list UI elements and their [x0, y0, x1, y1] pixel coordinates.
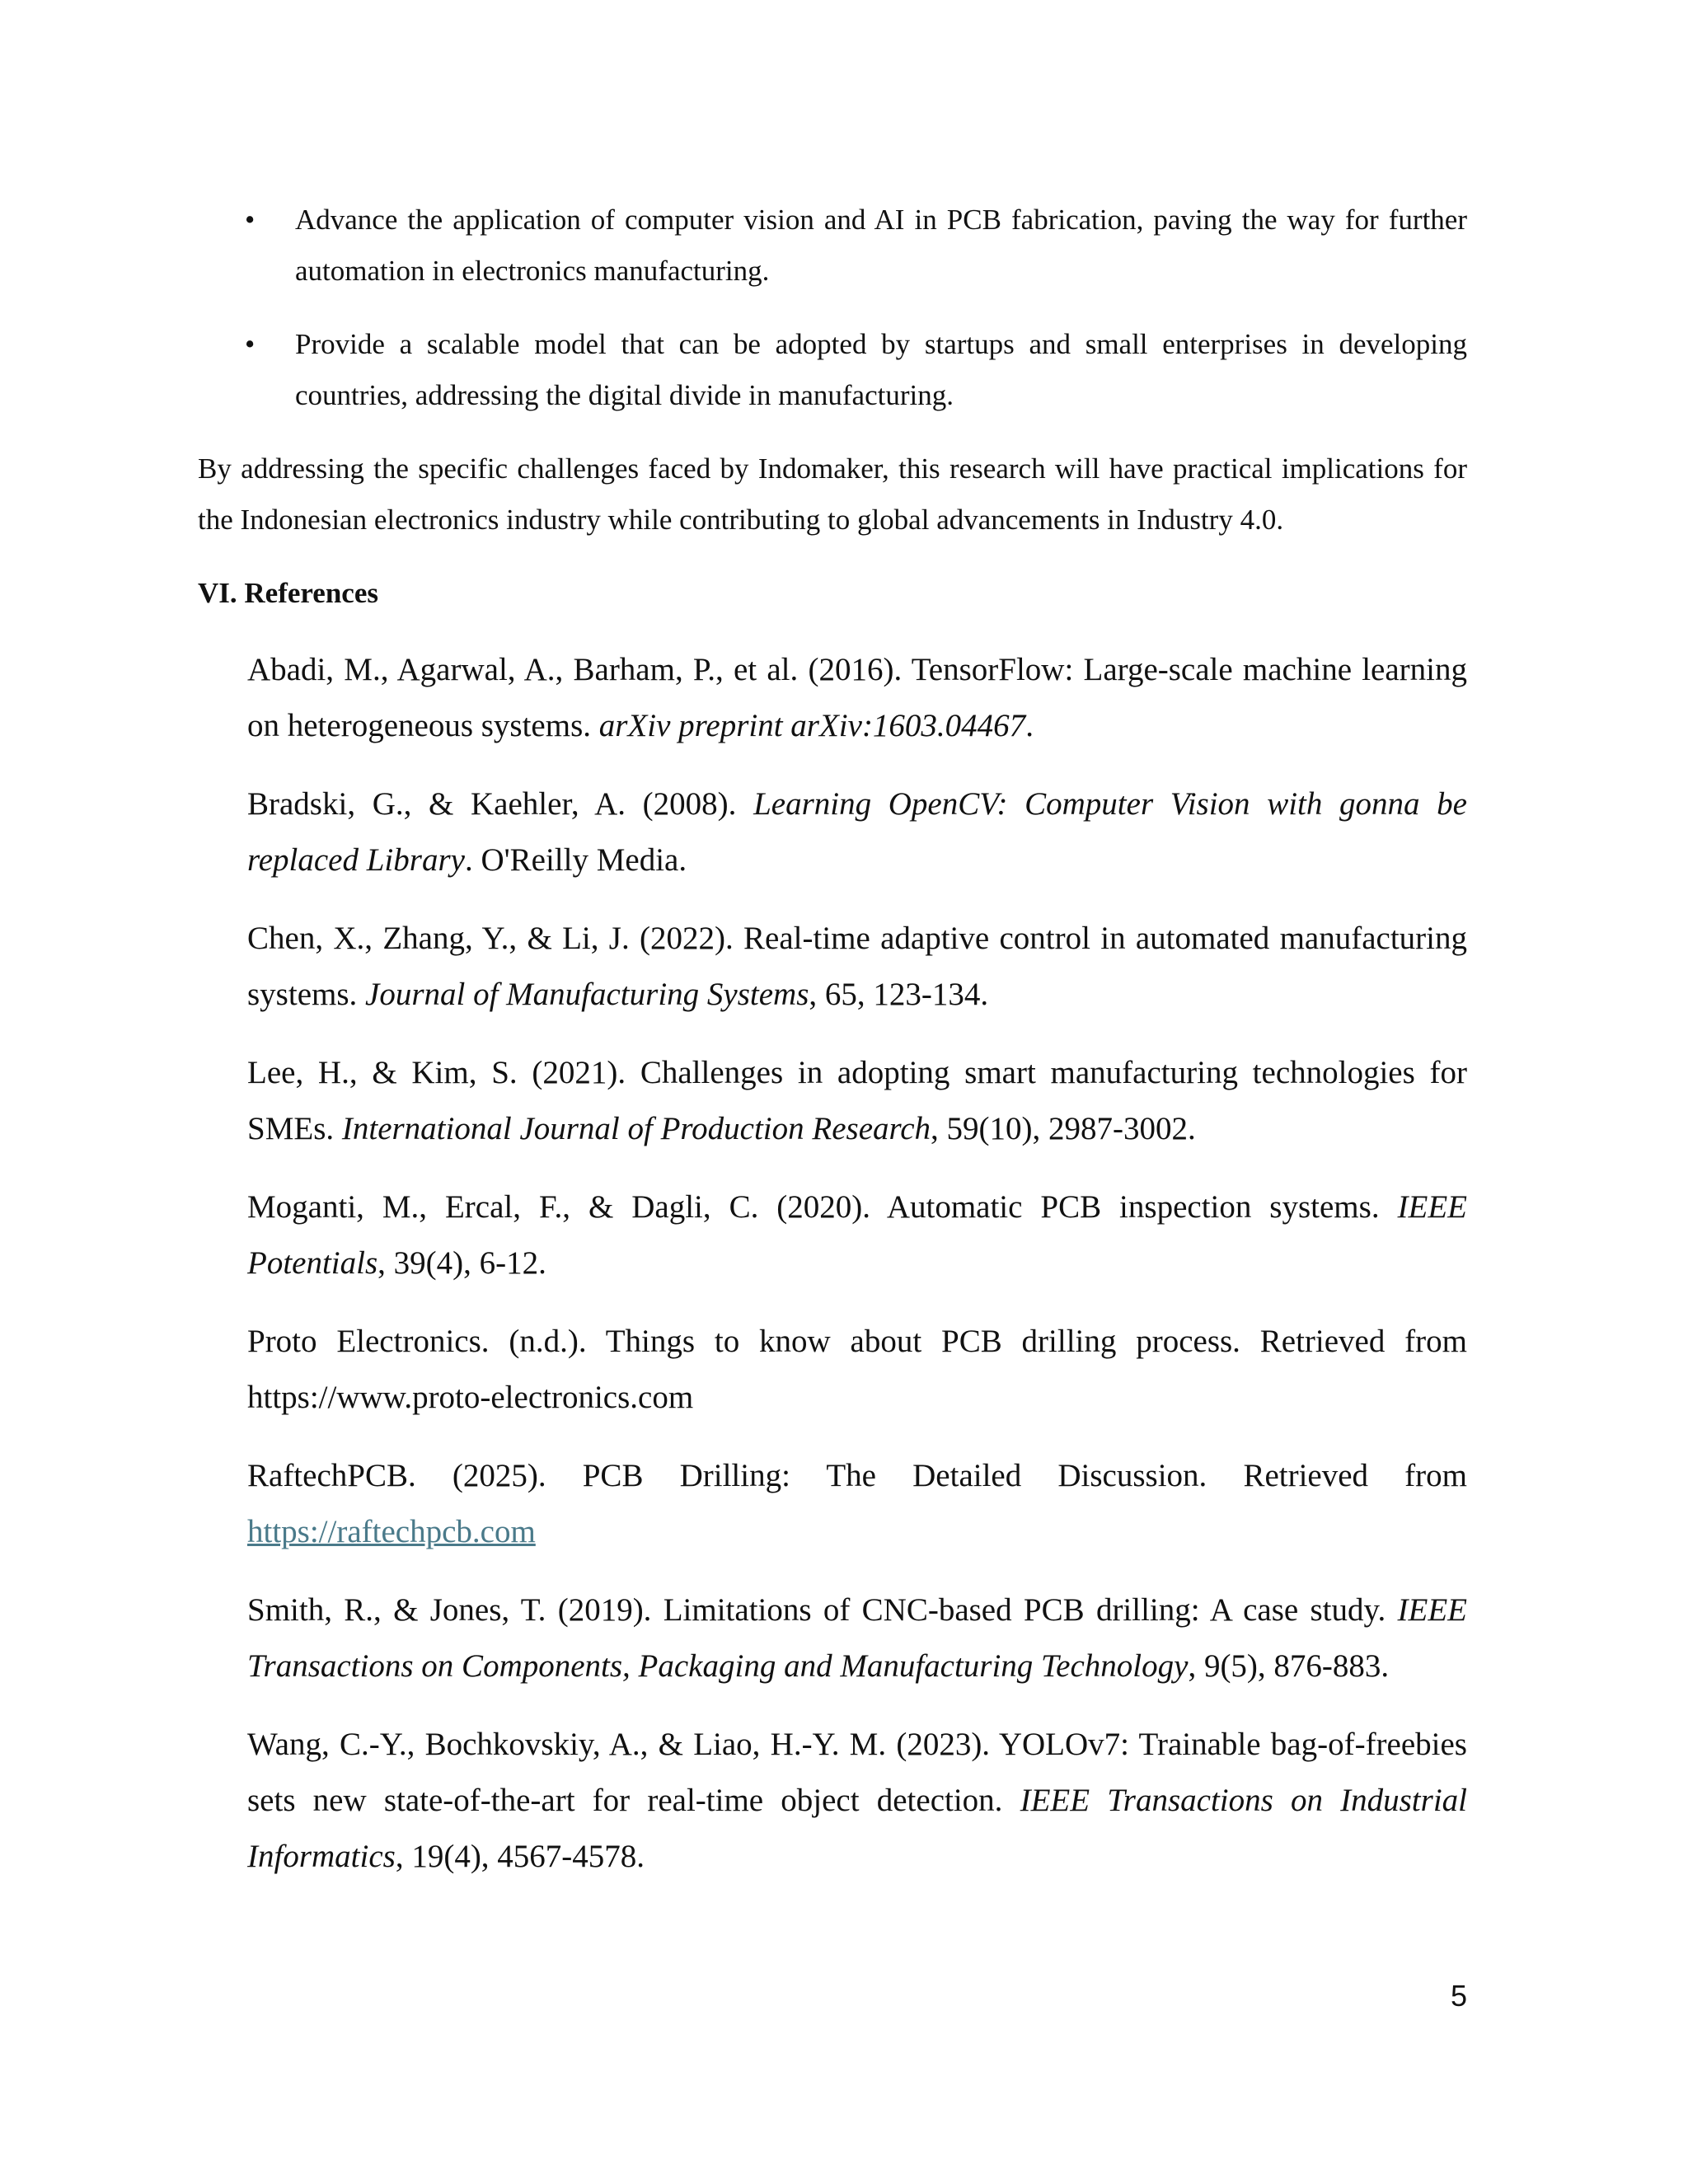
reference-item-abadi: [247, 642, 1467, 754]
bullet-list: [198, 194, 1467, 421]
page-number: 5: [1450, 1979, 1467, 2013]
reference-details: .: [1025, 708, 1034, 743]
reference-text: Wang, C.-Y., Bochkovskiy, A., & Liao, H.-Y. M. (2023). YOLOv7: Trainable bag-of-freebies sets new state-of-the-art for real-time object detection.: [247, 1727, 1467, 1818]
reference-text: Moganti, M., Ercal, F., & Dagli, C. (2020). Automatic PCB inspection systems.: [247, 1189, 1398, 1225]
bullet-dot-icon: •: [245, 328, 256, 360]
reference-text: Proto Electronics. (n.d.). Things to know about PCB drilling process. Retrieved from https://www.proto-electronics.com: [247, 1324, 1467, 1415]
reference-source: IEEE Transactions on Components, Packaging and Manufacturing Technology: [247, 1592, 1467, 1684]
reference-text: Chen, X., Zhang, Y., & Li, J. (2022). Real-time adaptive control in automated manufacturing systems.: [247, 921, 1467, 1012]
reference-item-lee: [247, 1045, 1467, 1157]
reference-source: Journal of Manufacturing Systems: [365, 977, 809, 1012]
reference-source: International Journal of Production Research: [341, 1111, 931, 1146]
reference-item-wang: [247, 1717, 1467, 1885]
reference-text: RaftechPCB. (2025). PCB Drilling: The Detailed Discussion. Retrieved from: [247, 1458, 1467, 1493]
reference-details: , 9(5), 876-883.: [1188, 1648, 1390, 1684]
bullet-item: [198, 319, 1467, 421]
reference-details: , 65, 123-134.: [809, 977, 989, 1012]
reference-item-bradski: [247, 776, 1467, 888]
bullet-dot-icon: •: [245, 204, 256, 236]
reference-details: , 39(4), 6-12.: [377, 1245, 546, 1281]
bullet-text: Provide a scalable model that can be adopted by startups and small enterprises in developing countries, addressing the digital divide in manufacturing.: [295, 328, 1467, 411]
bullet-text: Advance the application of computer vision and AI in PCB fabrication, paving the way for further automation in electronics manufacturing.: [295, 204, 1467, 287]
reference-item-raftech: [247, 1448, 1467, 1560]
reference-details: , 59(10), 2987-3002.: [931, 1111, 1196, 1146]
reference-source: arXiv preprint arXiv:1603.04467: [598, 708, 1026, 743]
reference-details: . O'Reilly Media.: [464, 842, 687, 878]
reference-text: Abadi, M., Agarwal, A., Barham, P., et al. (2016). TensorFlow: Large-scale machine learning on heterogeneous systems.: [247, 652, 1467, 743]
reference-source: IEEE Potentials: [247, 1189, 1467, 1281]
reference-item-proto: [247, 1314, 1467, 1426]
reference-source: IEEE Transactions on Industrial Informatics: [247, 1783, 1467, 1874]
bullet-item: [198, 194, 1467, 297]
reference-source: Learning OpenCV: Computer Vision with gonna be replaced Library: [247, 786, 1467, 878]
document-page: [198, 194, 1467, 1907]
reference-details: , 19(4), 4567-4578.: [395, 1839, 645, 1874]
reference-item-smith: [247, 1582, 1467, 1694]
raftech-link[interactable]: https://raftechpcb.com: [247, 1514, 536, 1549]
reference-item-chen: [247, 911, 1467, 1023]
reference-item-moganti: [247, 1179, 1467, 1291]
reference-text: Bradski, G., & Kaehler, A. (2008).: [247, 786, 754, 822]
references-list: [198, 642, 1467, 1885]
reference-text: Lee, H., & Kim, S. (2021). Challenges in adopting smart manufacturing technologies for SMEs.: [247, 1055, 1467, 1146]
closing-paragraph: By addressing the specific challenges faced by Indomaker, this research will have practical implications for the Indonesian electronics industry while contributing to global advancements in Industry 4.0.: [198, 452, 1467, 536]
reference-text: Smith, R., & Jones, T. (2019). Limitations of CNC-based PCB drilling: A case study.: [247, 1592, 1398, 1628]
references-heading: VI. References: [198, 577, 378, 609]
